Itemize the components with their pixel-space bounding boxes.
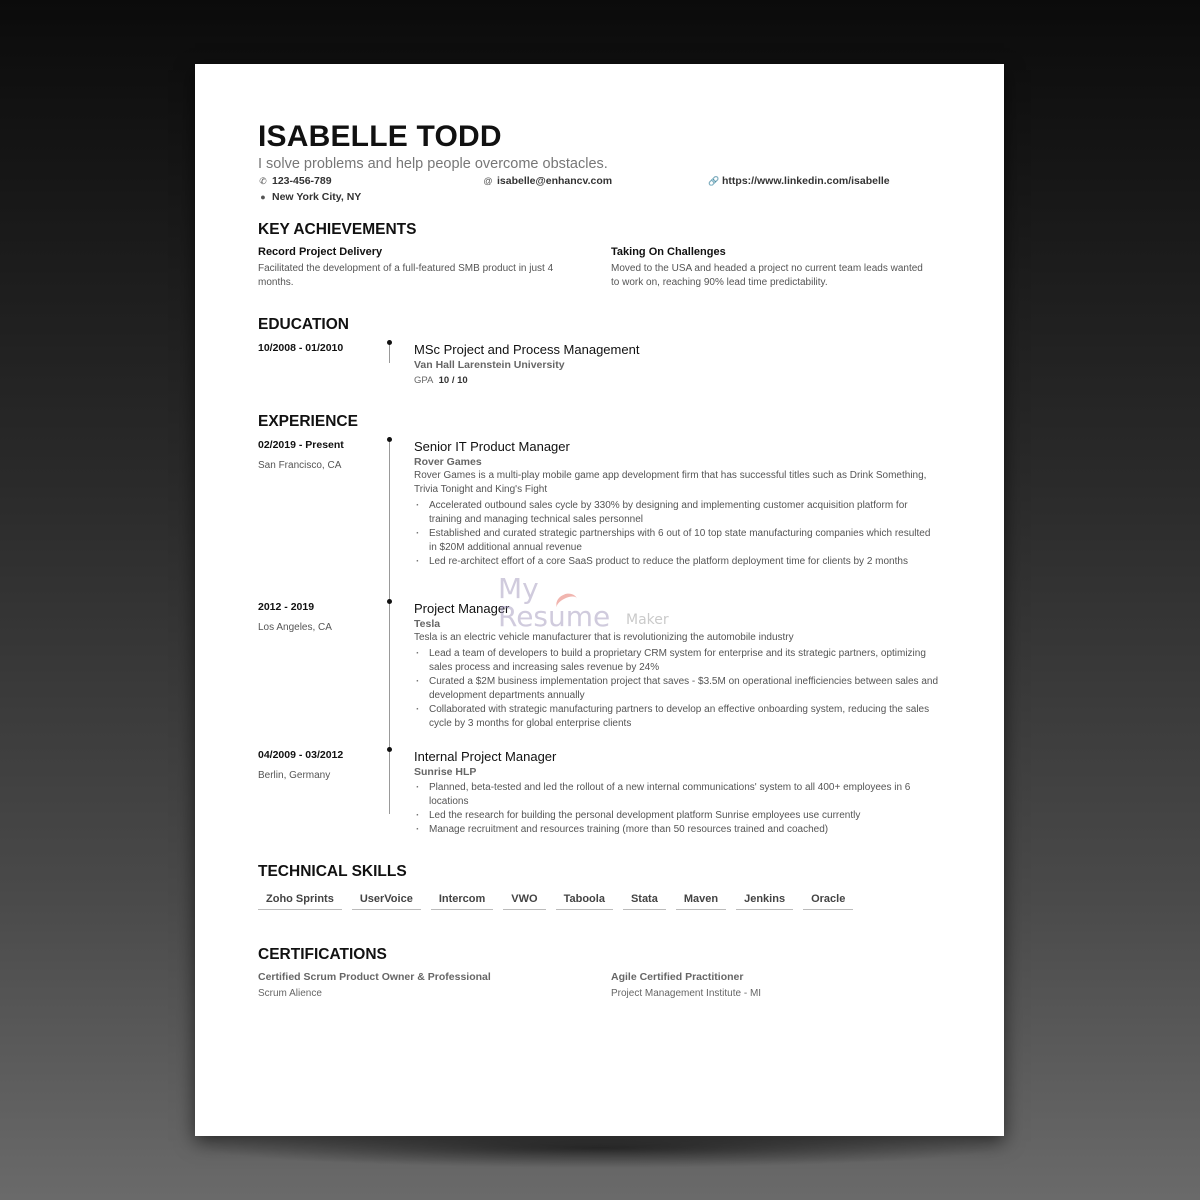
company-name: Tesla [414,618,441,630]
skill-tag: Stata [623,891,666,910]
skill-tag: VWO [503,891,545,910]
section-title-experience: EXPERIENCE [258,413,358,430]
phone-icon: ✆ [259,175,267,186]
skill-tag: Zoho Sprints [258,891,342,910]
experience-entry [258,438,938,588]
skills-list [258,891,853,910]
experience-details [414,748,939,837]
contact-linkedin[interactable] [708,175,890,187]
job-title: Senior IT Product Manager [414,439,570,454]
company-description: Rover Games is a multi-play mobile game app development firm that has successful titles such as Drink Something, Trivia Tonight and King's Fight [414,470,927,495]
list-item: · Planned, beta-tested and led the rollout of a new internal communications' system to all 400+ employees in 6 locations [414,781,939,809]
experience-details [414,438,939,569]
company-name: Sunrise HLP [414,766,477,778]
education-section [258,315,349,335]
section-title-education: EDUCATION [258,316,349,333]
experience-dates: 04/2009 - 03/2012 [258,749,344,761]
certification-item [258,970,588,1001]
education-entry [258,341,938,391]
achievement-item [611,245,931,290]
experience-entry [258,600,938,740]
achievement-list [414,499,939,569]
location-text: New York City, NY [272,191,362,203]
company-name: Rover Games [414,456,482,468]
contact-email[interactable] [483,175,612,187]
link-icon: 🔗 [708,175,720,186]
experience-location: Berlin, Germany [258,770,331,781]
achievement-description: Facilitated the development of a full-featured SMB product in just 4 months. [258,263,554,288]
phone-text: 123-456-789 [272,175,332,187]
skill-tag: Oracle [803,891,853,910]
achievement-list [414,647,939,731]
school-name: Van Hall Larenstein University [414,359,565,371]
map-pin-icon: ● [260,192,266,202]
resume-page [195,64,1004,1136]
skill-tag: Jenkins [736,891,793,910]
achievement-title: Taking On Challenges [611,246,726,258]
company-description: Tesla is an electric vehicle manufacturer that is revolutionizing the automobile industry [414,632,794,643]
list-item: · Manage recruitment and resources training (more than 50 resources trained and coached) [414,823,939,837]
candidate-tagline: I solve problems and help people overcome obstacles. [258,156,608,172]
achievement-list [414,781,939,837]
certifications-section [258,945,387,965]
linkedin-text[interactable]: https://www.linkedin.com/isabelle [722,175,890,187]
certification-item [611,970,941,1001]
job-title: Project Manager [414,601,510,616]
education-dates: 10/2008 - 01/2010 [258,342,344,354]
skills-section [258,862,407,882]
experience-dates: 2012 - 2019 [258,601,315,613]
skill-tag: Intercom [431,891,493,910]
contact-location [258,191,361,203]
achievement-item [258,245,588,290]
achievement-description: Moved to the USA and headed a project no current team leads wanted to work on, reaching 90% lead time predictability. [611,263,923,288]
experience-location: San Francisco, CA [258,460,342,471]
list-item: · Established and curated strategic partnerships with 6 out of 10 top state manufacturing companies which resulted in $20M additional annual revenue [414,527,939,555]
list-item: · Accelerated outbound sales cycle by 330% by designing and implementing customer acquisition platform for training and managing technical sales personnel [414,499,939,527]
list-item: · Led re-architect effort of a core SaaS product to reduce the platform deployment time for clients by 2 months [414,555,939,569]
list-item: · Curated a $2M business implementation project that saves - $3.5M on operational inefficiencies between sales and development departments annually [414,675,939,703]
watermark-line-2: Resume [498,600,611,633]
list-item: · Collaborated with strategic manufacturing partners to develop an effective onboarding system, reducing the sales cycle by 3 months for global enterprise clients [414,703,939,731]
job-title: Internal Project Manager [414,749,557,764]
skill-tag: Taboola [556,891,613,910]
certification-title: Certified Scrum Product Owner & Professional [258,971,491,983]
experience-location: Los Angeles, CA [258,622,332,633]
achievement-title: Record Project Delivery [258,246,383,258]
gpa-max: 10 [457,375,468,386]
at-icon: @ [483,176,493,186]
email-text[interactable]: isabelle@enhancv.com [497,175,613,187]
experience-entry [258,748,938,848]
resume-content [258,120,938,208]
gpa-separator: / [451,375,455,386]
skill-tag: Maven [676,891,726,910]
section-title-achievements: KEY ACHIEVEMENTS [258,221,417,238]
gpa-row [414,374,939,388]
certification-issuer: Scrum Alience [258,988,322,999]
degree-title: MSc Project and Process Management [414,342,640,357]
section-title-skills: TECHNICAL SKILLS [258,863,407,880]
section-title-certifications: CERTIFICATIONS [258,946,387,963]
experience-dates: 02/2019 - Present [258,439,344,451]
list-item: · Led the research for building the personal development platform Sunrise employees use currently [414,809,939,823]
list-item: · Lead a team of developers to build a proprietary CRM system for enterprise and its strategic partners, optimizing sales process and increasing sales revenue by 24% [414,647,939,675]
candidate-name: ISABELLE TODD [258,120,502,153]
education-details [414,341,939,388]
watermark-line-3: Maker [626,612,669,628]
gpa-label: GPA [414,375,434,386]
contact-phone [258,175,332,187]
skill-tag: UserVoice [352,891,421,910]
certification-title: Agile Certified Practitioner [611,971,744,983]
contact-info [258,174,938,208]
certification-issuer: Project Management Institute - MI [611,988,762,999]
watermark-line-1: My [498,572,539,605]
gpa-value: 10 [438,375,450,386]
experience-section [258,412,358,432]
experience-details [414,600,939,731]
achievements-section [258,220,416,240]
